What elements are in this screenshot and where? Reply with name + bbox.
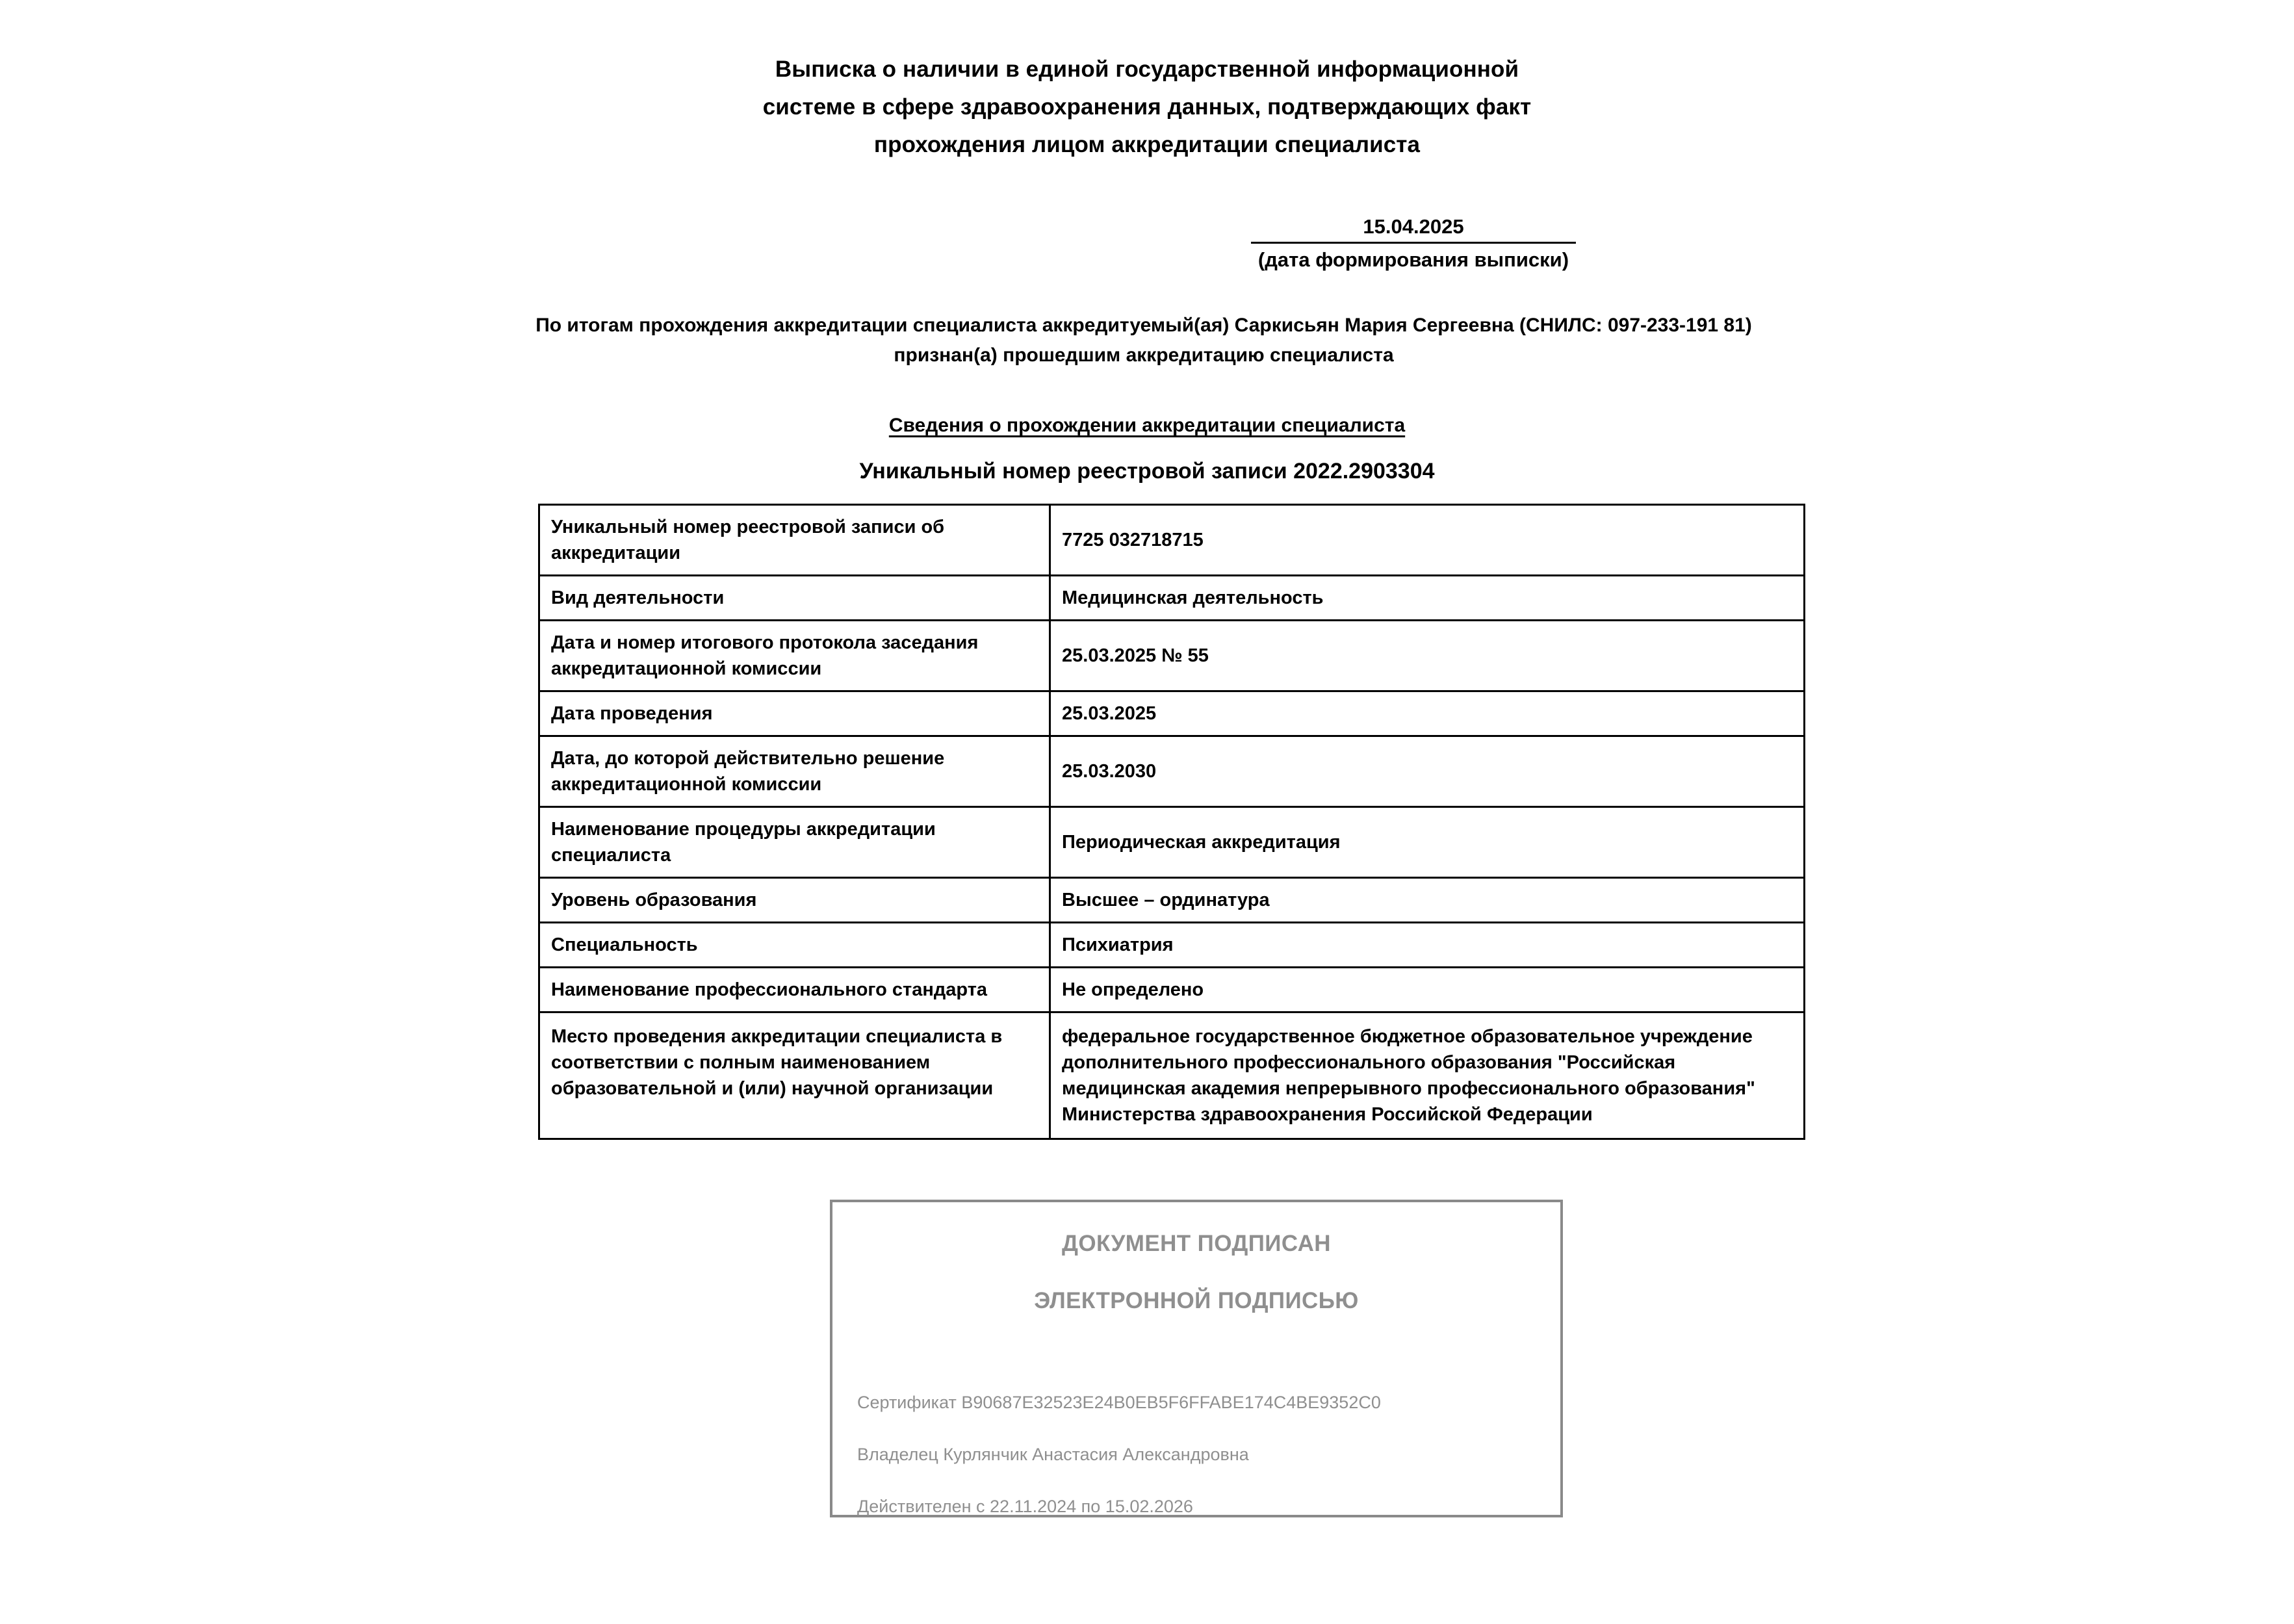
- section-heading: [0, 415, 2294, 437]
- row-value: 25.03.2025: [1050, 691, 1805, 736]
- page-title-line-3: прохождения лицом аккредитации специалиста: [873, 132, 1421, 157]
- digital-signature-stamp: [830, 1200, 1563, 1517]
- row-value: Высшее – ординатура: [1050, 878, 1805, 923]
- table-row: [539, 505, 1805, 576]
- stamp-certificate: Сертификат B90687E32523E24B0EB5F6FFABE174C4BE9352C0: [857, 1393, 1381, 1412]
- row-value: федеральное государственное бюджетное образовательное учреждение дополнительного профессионального образования "Российская медицинская академия непрерывного профессионального образования" Министерства здравоохранения Российской Федерации: [1050, 1012, 1805, 1139]
- stamp-details: [832, 1376, 1560, 1532]
- row-label: Дата проведения: [539, 691, 1050, 736]
- section-heading-text: Сведения о прохождении аккредитации специалиста: [888, 415, 1406, 436]
- row-value: Не определено: [1050, 968, 1805, 1012]
- registry-number: Уникальный номер реестровой записи 2022.2903304: [859, 459, 1435, 483]
- table-row: [539, 807, 1805, 878]
- table-row: [539, 621, 1805, 691]
- row-label: Специальность: [539, 923, 1050, 968]
- row-value: 25.03.2030: [1050, 736, 1805, 807]
- row-label: Вид деятельности: [539, 576, 1050, 621]
- table-row: [539, 1012, 1805, 1139]
- row-label: Уровень образования: [539, 878, 1050, 923]
- row-value: Периодическая аккредитация: [1050, 807, 1805, 878]
- row-label: Дата и номер итогового протокола заседания аккредитационной комиссии: [539, 621, 1050, 691]
- accreditation-details-table: [538, 504, 1805, 1140]
- stamp-heading-line-2: ЭЛЕКТРОННОЙ ПОДПИСЬЮ: [1034, 1288, 1359, 1313]
- formation-date-block: [1251, 214, 1576, 274]
- table-row: [539, 878, 1805, 923]
- stamp-validity: Действителен с 22.11.2024 по 15.02.2026: [857, 1497, 1193, 1516]
- table-row: [539, 576, 1805, 621]
- row-label: Наименование профессионального стандарта: [539, 968, 1050, 1012]
- row-value: Медицинская деятельность: [1050, 576, 1805, 621]
- intro-paragraph: По итогам прохождения аккредитации специалиста аккредитуемый(ая) Саркисьян Мария Сергеевна (СНИЛС: 097-233-191 81) признан(а) прошедшим аккредитацию специалиста: [535, 315, 1752, 366]
- table-row: [539, 923, 1805, 968]
- row-value: 7725 032718715: [1050, 505, 1805, 576]
- row-label: Наименование процедуры аккредитации специалиста: [539, 807, 1050, 878]
- table-row: [539, 736, 1805, 807]
- row-label: Уникальный номер реестровой записи об аккредитации: [539, 505, 1050, 576]
- row-label: Место проведения аккредитации специалиста в соответствии с полным наименованием образовательной и (или) научной организации: [539, 1012, 1050, 1139]
- row-label: Дата, до которой действительно решение аккредитационной комиссии: [539, 736, 1050, 807]
- table-row: [539, 968, 1805, 1012]
- stamp-owner: Владелец Курлянчик Анастасия Александровна: [857, 1445, 1249, 1464]
- stamp-heading: [832, 1231, 1560, 1314]
- formation-date-caption: (дата формирования выписки): [1257, 248, 1569, 271]
- page-title-line-1: Выписка о наличии в единой государственной информационной: [775, 57, 1519, 82]
- page-title: [0, 51, 2294, 164]
- row-value: 25.03.2025 № 55: [1050, 621, 1805, 691]
- formation-date-value: 15.04.2025: [1251, 214, 1576, 244]
- page-title-line-2: системе в сфере здравоохранения данных, подтверждающих факт: [762, 94, 1532, 120]
- row-value: Психиатрия: [1050, 923, 1805, 968]
- table-row: [539, 691, 1805, 736]
- stamp-heading-line-1: ДОКУМЕНТ ПОДПИСАН: [1062, 1231, 1331, 1256]
